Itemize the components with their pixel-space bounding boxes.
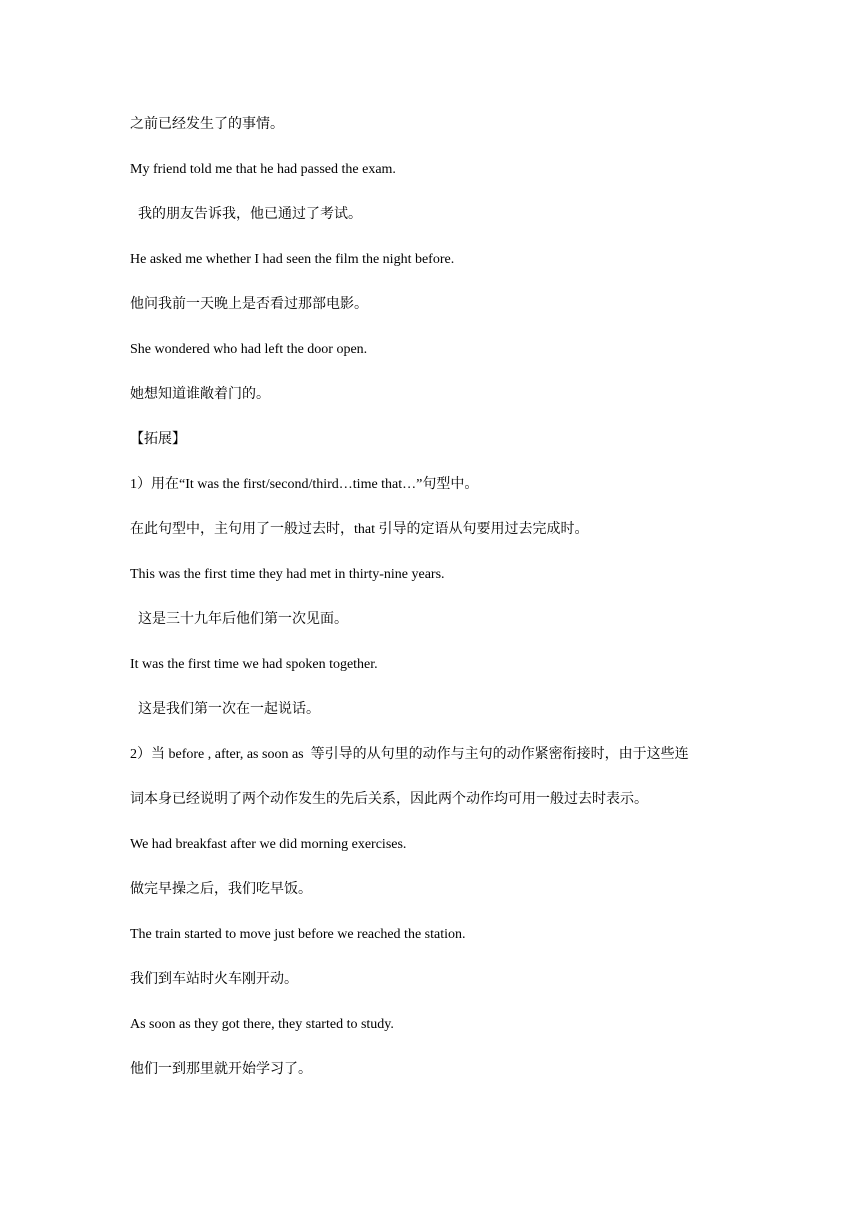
text-line: As soon as they got there, they started to study. [130, 1017, 394, 1032]
text-line: 他问我前一天晚上是否看过那部电影。 [130, 297, 368, 312]
text-line: She wondered who had left the door open. [130, 342, 368, 357]
text-line: The train started to move just before we reached the station. [130, 927, 466, 942]
text-line: My friend told me that he had passed the exam. [130, 162, 396, 177]
text-line: 之前已经发生了的事情。 [130, 117, 284, 132]
text-line: 我们到车站时火车刚开动。 [130, 972, 298, 987]
text-line: This was the first time they had met in thirty-nine years. [130, 567, 445, 582]
text-line: 做完早操之后，我们吃早饭。 [130, 882, 312, 897]
text-line: 我的朋友告诉我，他已通过了考试。 [138, 207, 362, 222]
section-heading: 【拓展】 [130, 432, 186, 447]
text-line: We had breakfast after we did morning exercises. [130, 837, 407, 852]
text-line: 词本身已经说明了两个动作发生的先后关系，因此两个动作均可用一般过去时表示。 [130, 792, 648, 807]
text-line: 这是三十九年后他们第一次见面。 [138, 612, 348, 627]
text-line: 她想知道谁敞着门的。 [130, 387, 270, 402]
text-line: 在此句型中，主句用了一般过去时，that 引导的定语从句要用过去完成时。 [130, 522, 589, 537]
text-line: 1）用在“It was the first/second/third…time that…”句型中。 [130, 477, 479, 492]
text-line: 这是我们第一次在一起说话。 [138, 702, 320, 717]
text-line: He asked me whether I had seen the film the night before. [130, 252, 455, 267]
text-line: It was the first time we had spoken together. [130, 657, 378, 672]
text-line: 2）当 before , after, as soon as 等引导的从句里的动作与主句的动作紧密衔接时，由于这些连 [130, 747, 689, 762]
text-line: 他们一到那里就开始学习了。 [130, 1062, 312, 1077]
